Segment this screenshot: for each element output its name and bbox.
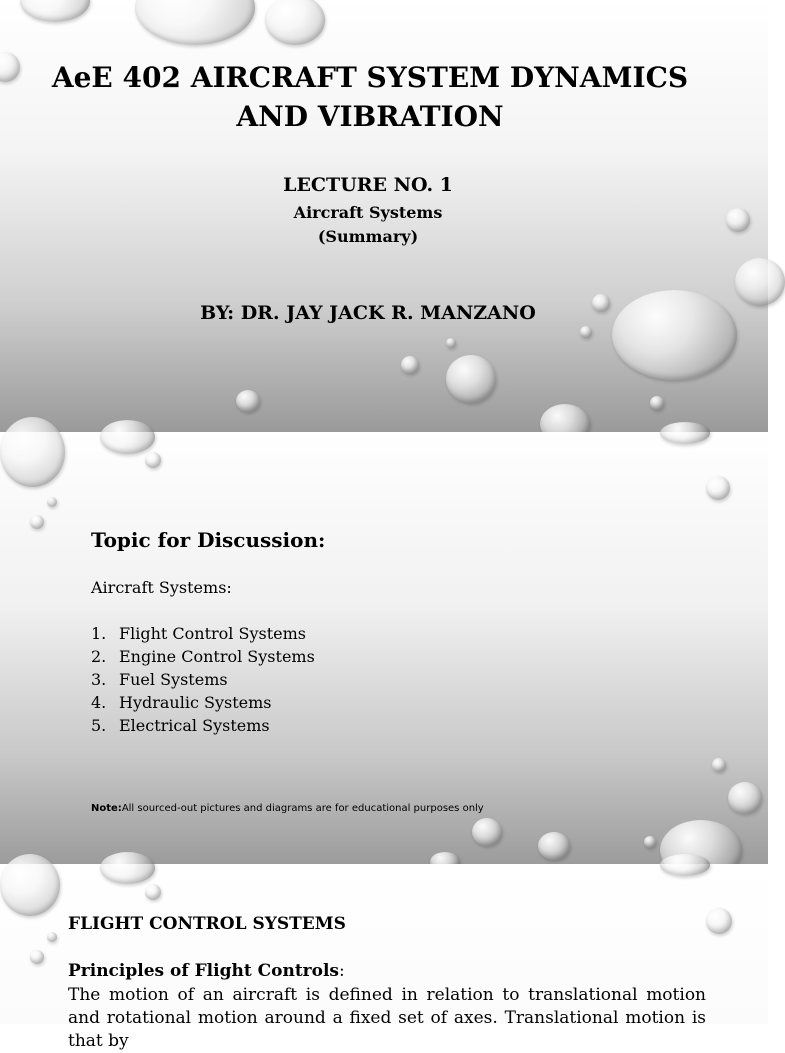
water-drop (660, 422, 710, 444)
water-drop (401, 356, 419, 374)
list-item (91, 668, 315, 691)
water-drop (728, 782, 762, 814)
water-drop (712, 758, 726, 772)
water-drop (20, 0, 90, 22)
section-subheading (68, 961, 345, 981)
list-item-label: Fuel Systems (119, 670, 228, 689)
subheading-label: Principles of Flight Controls (68, 961, 339, 981)
water-drop (580, 326, 592, 338)
list-item-number: 1. (91, 624, 107, 643)
topic-heading: Topic for Discussion: (91, 528, 326, 552)
water-drop (0, 417, 65, 487)
list-item-number: 4. (91, 693, 107, 712)
topic-list (91, 622, 315, 737)
water-drop (660, 854, 710, 876)
water-drop (0, 854, 60, 916)
body-paragraph: The motion of an aircraft is defined in relation to translational motion and rotational motion around a fixed set of axes. Translational motion is that by (68, 985, 706, 1051)
course-title: AeE 402 AIRCRAFT SYSTEM DYNAMICS AND VIBRATION (51, 61, 689, 133)
list-item-label: Hydraulic Systems (119, 693, 272, 712)
lecture-subtitle: Aircraft Systems (293, 203, 443, 222)
list-item-number: 5. (91, 716, 107, 735)
water-drop (145, 884, 161, 900)
list-item-number: 3. (91, 670, 107, 689)
list-item (91, 622, 315, 645)
water-drop (472, 818, 502, 846)
slide-flight-control (0, 864, 768, 1051)
water-drop (735, 258, 785, 306)
water-drop (0, 52, 20, 82)
water-drop (100, 420, 155, 454)
subheading-colon: : (339, 961, 345, 981)
list-item (91, 714, 315, 737)
slide-topics (0, 432, 768, 864)
author-line: BY: DR. JAY JACK R. MANZANO (200, 302, 536, 324)
footnote (91, 803, 484, 814)
topic-intro: Aircraft Systems: (91, 578, 232, 597)
list-item-label: Electrical Systems (119, 716, 270, 735)
water-drop (446, 338, 456, 348)
water-drop (145, 452, 161, 468)
water-drop (100, 852, 155, 884)
slide-title (0, 0, 768, 432)
water-drop (706, 476, 730, 500)
water-drop (47, 932, 57, 942)
water-drop (446, 355, 496, 403)
water-drop (650, 396, 664, 410)
water-drop (644, 836, 656, 848)
water-drop (706, 908, 732, 934)
water-drop (236, 390, 260, 412)
lecture-subtitle-summary: (Summary) (317, 227, 419, 246)
water-drop (265, 0, 325, 45)
list-item-number: 2. (91, 647, 107, 666)
note-text: All sourced-out pictures and diagrams are for educational purposes only (121, 803, 484, 814)
list-item (91, 691, 315, 714)
lecture-number: LECTURE NO. 1 (283, 174, 453, 196)
water-drop (135, 0, 255, 45)
water-drop (30, 515, 44, 529)
list-item-label: Engine Control Systems (119, 647, 315, 666)
water-drop (47, 497, 57, 507)
water-drop (538, 832, 570, 860)
list-item (91, 645, 315, 668)
section-heading: FLIGHT CONTROL SYSTEMS (68, 914, 346, 934)
list-item-label: Flight Control Systems (119, 624, 306, 643)
water-drop (30, 950, 44, 964)
note-label: Note: (91, 803, 122, 814)
